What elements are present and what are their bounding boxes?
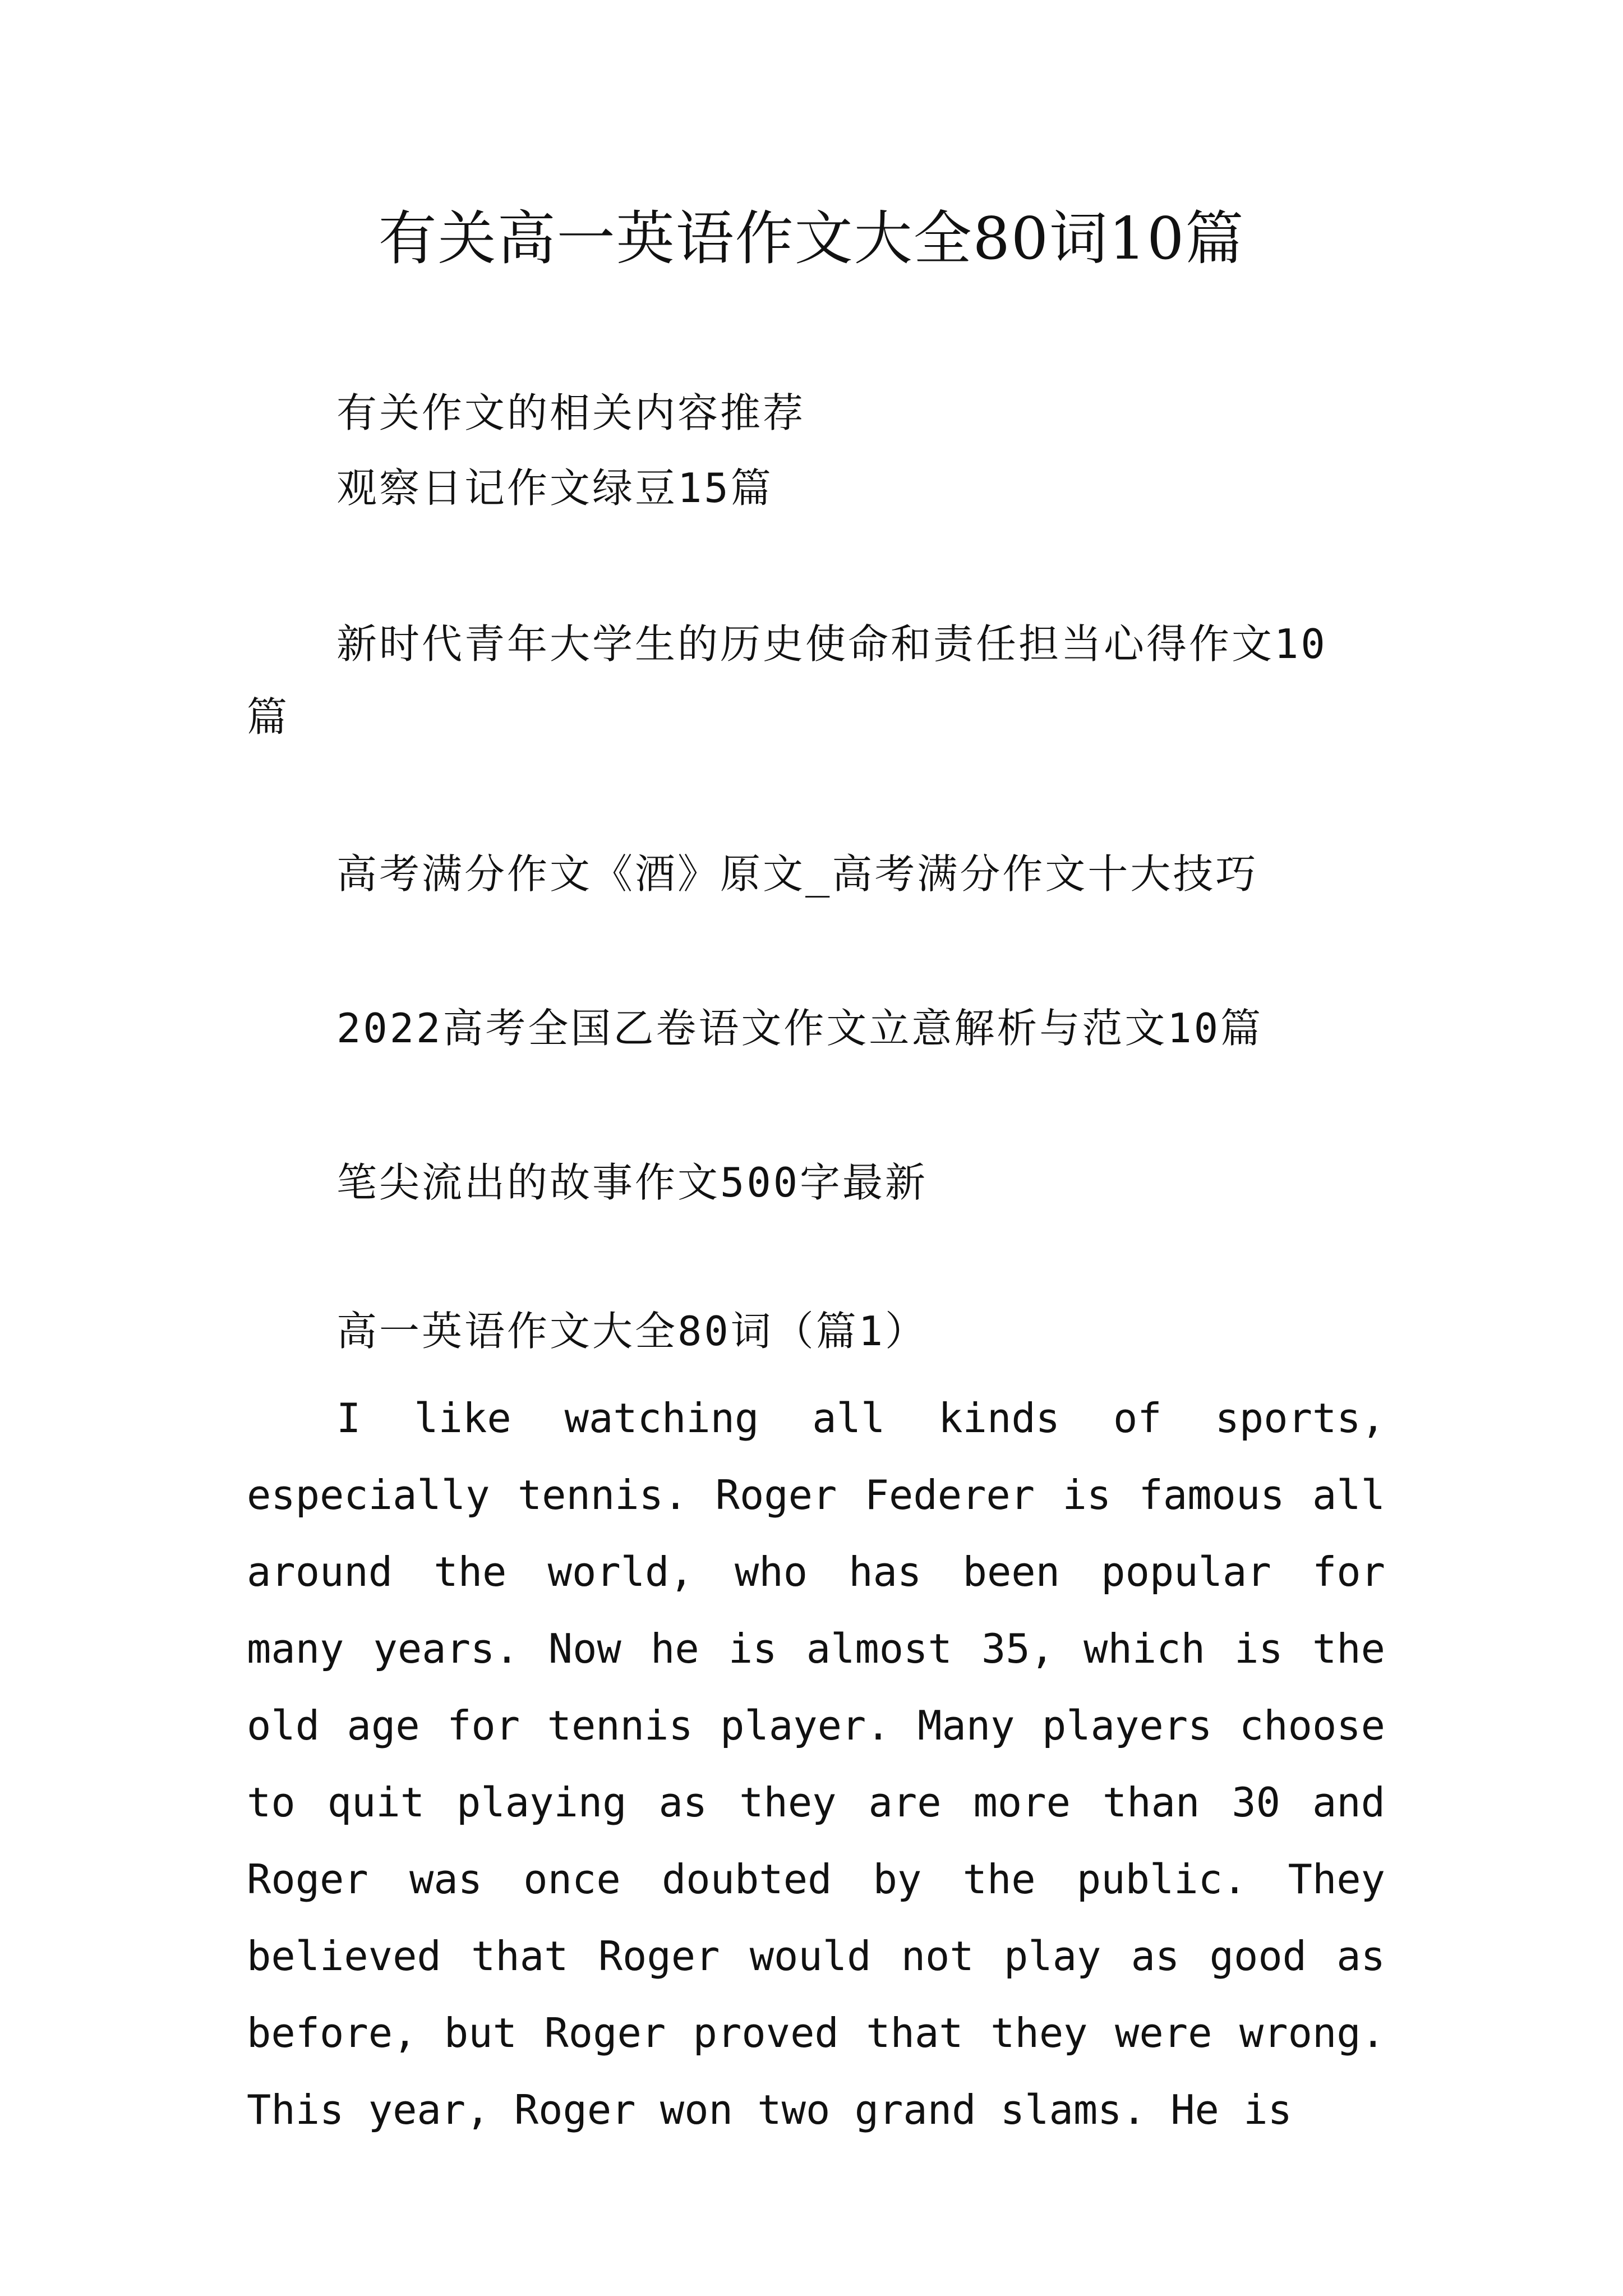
recommended-item[interactable]: 新时代青年大学生的历史使命和责任担当心得作文10 (336, 620, 1327, 668)
recommended-item[interactable]: 笔尖流出的故事作文500字最新 (336, 1159, 928, 1206)
recommend-heading: 有关作文的相关内容推荐 (336, 389, 806, 436)
recommended-item[interactable]: 2022高考全国乙卷语文作文立意解析与范文10篇 (336, 1005, 1264, 1052)
essay-body-text: I like watching all kinds of sports, especially tennis. Roger Federer is famous all around the world, who has been popular for many years. Now he is almost 35, which is the old age for tennis player. Many players choose to quit playing as they are more than 30 and Roger was once doubted by the public. They believed that Roger would not play as good as before, but Roger proved that they were wrong. This year, Roger won two grand slams. He is (247, 1395, 1385, 2133)
recommended-item-continuation[interactable]: 篇 (247, 693, 290, 740)
recommended-item[interactable]: 观察日记作文绿豆15篇 (336, 464, 773, 512)
document-title: 有关高一英语作文大全80词10篇 (378, 204, 1245, 273)
section-heading: 高一英语作文大全80词（篇1） (336, 1308, 928, 1355)
recommended-item[interactable]: 高考满分作文《酒》原文_高考满分作文十大技巧 (336, 850, 1258, 898)
